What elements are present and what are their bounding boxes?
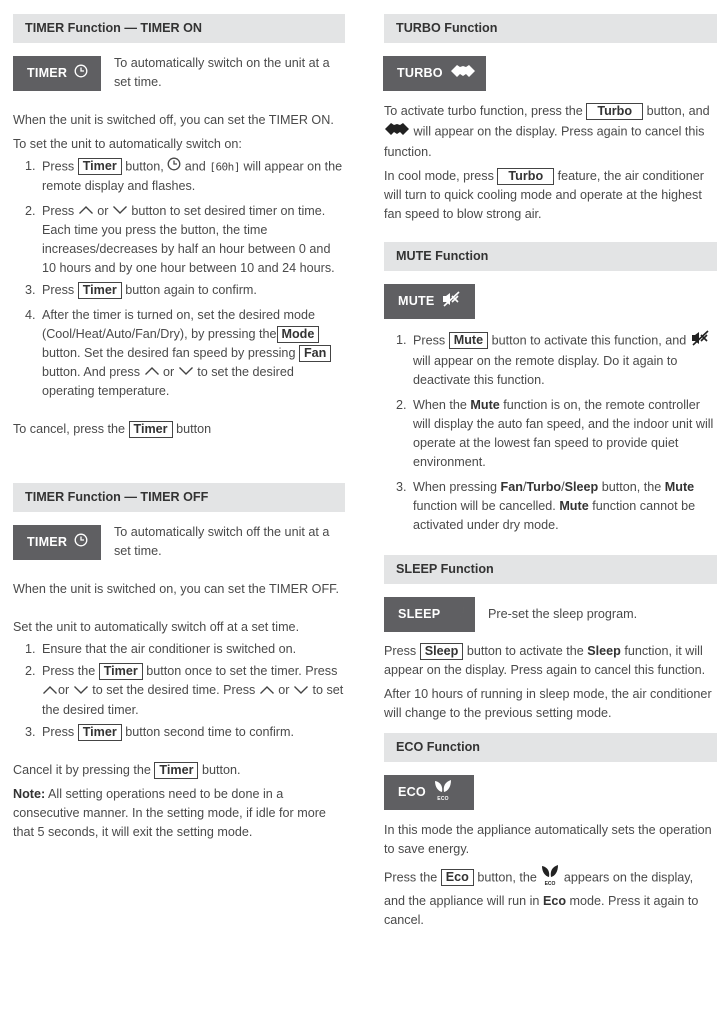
sleep-badge: SLEEP [384, 597, 475, 632]
section-header-timer-off: TIMER Function — TIMER OFF [13, 483, 345, 512]
section-header-eco: ECO Function [384, 733, 717, 762]
timer-off-lead: Set the unit to automatically switch off at a set time. [13, 620, 300, 635]
down-arrow-icon [112, 202, 128, 221]
timer-key: Timer [129, 421, 173, 438]
turbo-p2: In cool mode, press Turbo feature, the air conditioner will turn to quick cooling mode and operate at the highest fan speed to blow strong air. [384, 169, 704, 221]
section-header-sleep: SLEEP Function [384, 555, 717, 584]
up-arrow-icon [259, 682, 275, 701]
left-column [13, 0, 345, 842]
section-header-timer-on: TIMER Function — TIMER ON [13, 14, 345, 43]
timer-on-cancel: To cancel, press the Timer button [13, 422, 212, 437]
section-header-mute: MUTE Function [384, 242, 717, 271]
list-item: 1. Press Timer button, and [60h] will appear on the remote display and flashes. [39, 157, 345, 196]
mute-icon [690, 330, 710, 352]
eco-key: Eco [441, 869, 474, 886]
list-item: 2. Press the Timer button once to set the timer. Press or to set the desired time. Press or to set the desired timer. [39, 662, 345, 719]
mute-badge: MUTE [384, 284, 475, 319]
clock-icon [67, 533, 88, 553]
sleep-p1: Press Sleep button to activate the Sleep function, it will appear on the display. Press again to cancel this function. [384, 644, 706, 677]
list-item: 1. Ensure that the air conditioner is switched on. [39, 640, 345, 659]
turbo-badge: TURBO [383, 56, 486, 91]
timer-display-icon: [60h] [209, 160, 240, 174]
timer-key: Timer [78, 724, 122, 741]
eco-p2: Press the Eco button, the ECO appears on the display, and the appliance will run in Eco mode. Press it again to cancel. [384, 864, 717, 930]
down-arrow-icon [73, 682, 89, 701]
moon-icon [440, 603, 467, 627]
timer-off-cancel: Cancel it by pressing the Timer button. [13, 762, 241, 777]
timer-on-badge-row [13, 56, 345, 92]
eco-p1: In this mode the appliance automatically sets the operation to save energy. [384, 823, 712, 856]
turbo-p1: To activate turbo function, press the Turbo button, and will appear on the display. Press again to cancel this function. [384, 104, 710, 159]
list-item: 3. Press Timer button again to confirm. [39, 281, 345, 300]
turbo-key: Turbo [586, 103, 643, 120]
up-arrow-icon [144, 363, 160, 382]
sleep-key: Sleep [420, 643, 464, 660]
timer-off-badge-row [13, 525, 345, 561]
eco-icon [540, 864, 560, 892]
list-item: 4. After the timer is turned on, set the desired mode (Cool/Heat/Auto/Fan/Dry), by pressing the Modebutton. Set the desired fan speed by pressing Fan button. And press or to set the desired operating temperature. [39, 306, 345, 401]
timer-key: Timer [78, 282, 122, 299]
eco-badge: ECO ECO [384, 775, 474, 810]
sleep-p2: After 10 hours of running in sleep mode, the air conditioner will change to the previous setting mode. [384, 687, 712, 720]
list-item: 2. Press or button to set desired timer on time. Each time you press the button, the time increases/decreases by half an hour between 0 and 10 hours and by one hour between 10 and 24 hours. [39, 202, 345, 278]
timer-key: Timer [78, 158, 122, 175]
timer-badge: TIMER [13, 56, 101, 91]
mute-steps [384, 330, 717, 535]
mode-key: Mode [277, 326, 320, 343]
list-item: 1. Press Mute button to activate this function, and will appear on the remote display. Do it again to deactivate this function. [410, 330, 717, 390]
clock-icon [167, 157, 181, 177]
turbo-key: Turbo [497, 168, 554, 185]
section-header-turbo: TURBO Function [384, 14, 717, 43]
timer-on-desc: To automatically switch on the unit at a set time. [114, 56, 330, 89]
eco-icon [426, 779, 453, 807]
mute-key: Mute [449, 332, 488, 349]
down-arrow-icon [178, 363, 194, 382]
turbo-icon [443, 63, 476, 85]
down-arrow-icon [293, 682, 309, 701]
timer-off-note: Note: All setting operations need to be done in a consecutive manner. In the setting mode, if idle for more that 5 seconds, it will exit the setting mode. [13, 786, 326, 839]
timer-off-steps [13, 640, 345, 741]
svg-text:ECO: ECO [437, 795, 449, 801]
list-item: 2. When the Mute function is on, the remote controller will display the auto fan speed, and the indoor unit will operate at the lowest fan speed to provide quiet environment. [410, 396, 717, 472]
right-column [384, 0, 717, 930]
up-arrow-icon [78, 202, 94, 221]
timer-key: Timer [154, 762, 198, 779]
timer-badge: TIMER [13, 525, 101, 560]
fan-key: Fan [299, 345, 331, 362]
timer-off-desc: To automatically switch off the unit at a set time. [114, 525, 330, 559]
turbo-icon [384, 121, 410, 143]
timer-off-intro: When the unit is switched on, you can set the TIMER OFF. [13, 582, 339, 597]
timer-key: Timer [99, 663, 143, 680]
list-item: 3. Press Timer button second time to confirm. [39, 723, 345, 742]
svg-text:ECO: ECO [544, 881, 556, 886]
timer-on-lead: To set the unit to automatically switch on: [13, 137, 242, 151]
timer-on-steps [13, 157, 345, 401]
timer-on-intro: When the unit is switched off, you can set the TIMER ON. [13, 113, 334, 127]
sleep-desc: Pre-set the sleep program. [488, 607, 638, 621]
list-item: 3. When pressing Fan/Turbo/Sleep button, the Mute function will be cancelled. Mute function cannot be activated under dry mode. [410, 478, 717, 535]
sleep-badge-row [384, 597, 717, 632]
clock-icon [67, 64, 88, 84]
mute-icon [434, 291, 461, 313]
up-arrow-icon [42, 682, 58, 701]
